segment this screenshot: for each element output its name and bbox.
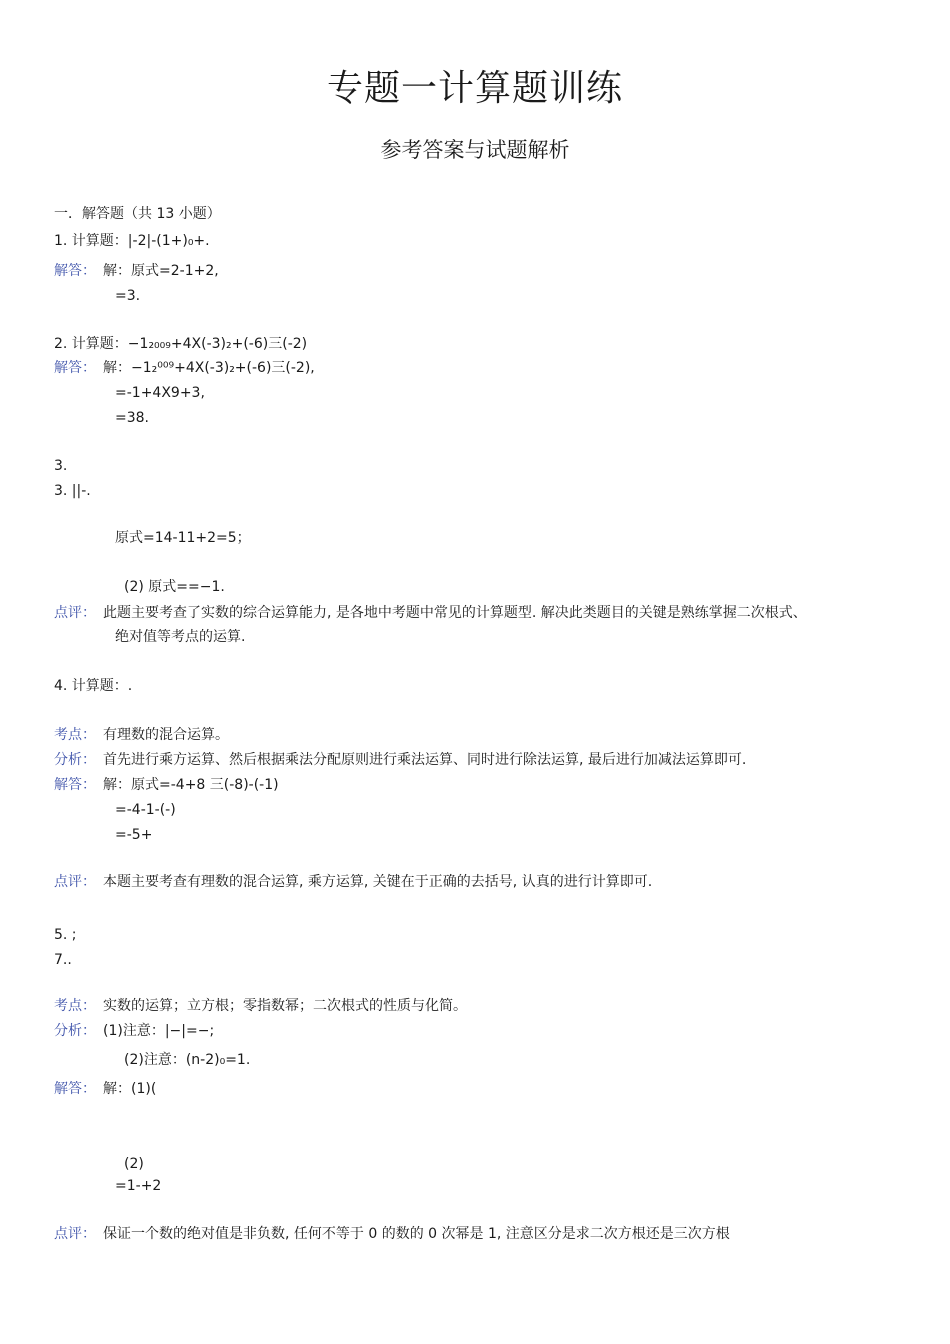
page-subtitle: 参考答案与试题解析 bbox=[380, 138, 570, 162]
q2-answer-line-3: =38. bbox=[115, 410, 149, 426]
q5-answer-line-3: =1-+2 bbox=[115, 1178, 162, 1194]
q5-answer-label: 解答： bbox=[54, 1081, 96, 1097]
q4-answer-label: 解答： bbox=[54, 777, 96, 793]
section-heading: 一．解答题（共 13 小题） bbox=[54, 206, 221, 222]
q4-analysis: 首先进行乘方运算、然后根据乘法分配原则进行乘法运算、同时进行除法运算, 最后进行加减法运算即可. bbox=[103, 752, 747, 768]
q5-stem: 5. ; bbox=[54, 927, 77, 943]
q3-comment-line-2: 绝对值等考点的运算. bbox=[115, 629, 246, 645]
q4-analysis-label: 分析： bbox=[54, 752, 96, 768]
q3-comment-label: 点评： bbox=[54, 605, 96, 621]
q5-kaodian: 实数的运算；立方根；零指数幂；二次根式的性质与化简。 bbox=[103, 998, 467, 1014]
q4-comment-label: 点评： bbox=[54, 874, 96, 890]
q4-answer-line-2: =-4-1-(-) bbox=[115, 802, 176, 818]
q4-stem: 4. 计算题：. bbox=[54, 678, 133, 694]
q4-answer-line-3: =-5+ bbox=[115, 827, 153, 843]
q3-stem: 3. ||-. bbox=[54, 483, 91, 499]
q5-analysis-line-1: (1)注意：|−|=−; bbox=[103, 1023, 215, 1039]
q5-analysis-line-2: (2)注意：(n-2)₀=1. bbox=[124, 1052, 251, 1068]
q4-kaodian: 有理数的混合运算。 bbox=[103, 727, 229, 743]
q5-answer-line-2: (2) bbox=[124, 1156, 144, 1172]
q3-answer-line-1: 原式=14-11+2=5； bbox=[115, 530, 251, 546]
q5-kaodian-label: 考点： bbox=[54, 998, 96, 1014]
q2-answer-line-2: =-1+4X9+3, bbox=[115, 385, 205, 401]
page-title: 专题一计算题训练 bbox=[326, 68, 623, 109]
q2-answer-label: 解答： bbox=[54, 360, 96, 376]
q4-answer-line-1: 解：原式=-4+8 三(-8)-(-1) bbox=[103, 777, 279, 793]
q5-stem-2: 7.. bbox=[54, 952, 72, 968]
q1-stem: 1. 计算题：|-2|-(1+)₀+. bbox=[54, 233, 210, 249]
q5-analysis-label: 分析： bbox=[54, 1023, 96, 1039]
q3-comment-line-1: 此题主要考查了实数的综合运算能力, 是各地中考题中常见的计算题型. 解决此类题目的关键是熟练掌握二次根式、 bbox=[103, 605, 807, 621]
q5-answer-line-1: 解：(1)( bbox=[103, 1081, 157, 1097]
q1-answer-line-1: 解：原式=2-1+2, bbox=[103, 263, 219, 279]
q1-answer-label: 解答： bbox=[54, 263, 96, 279]
q1-answer-line-2: =3. bbox=[115, 288, 141, 304]
q5-comment-label: 点评： bbox=[54, 1226, 96, 1242]
q3-answer-line-2: (2) 原式==−1. bbox=[124, 579, 225, 595]
q3-number: 3. bbox=[54, 458, 68, 474]
q4-comment: 本题主要考查有理数的混合运算, 乘方运算, 关键在于正确的去括号, 认真的进行计算即可. bbox=[103, 874, 653, 890]
q2-stem: 2. 计算题：−1₂₀₀₉+4X(-3)₂+(-6)三(-2) bbox=[54, 336, 308, 352]
q5-comment: 保证一个数的绝对值是非负数, 任何不等于 0 的数的 0 次幂是 1, 注意区分是求二次方根还是三次方根 bbox=[103, 1226, 730, 1242]
q4-kaodian-label: 考点： bbox=[54, 727, 96, 743]
q2-answer-line-1: 解：−1₂⁰⁰⁹+4X(-3)₂+(-6)三(-2), bbox=[103, 360, 315, 376]
